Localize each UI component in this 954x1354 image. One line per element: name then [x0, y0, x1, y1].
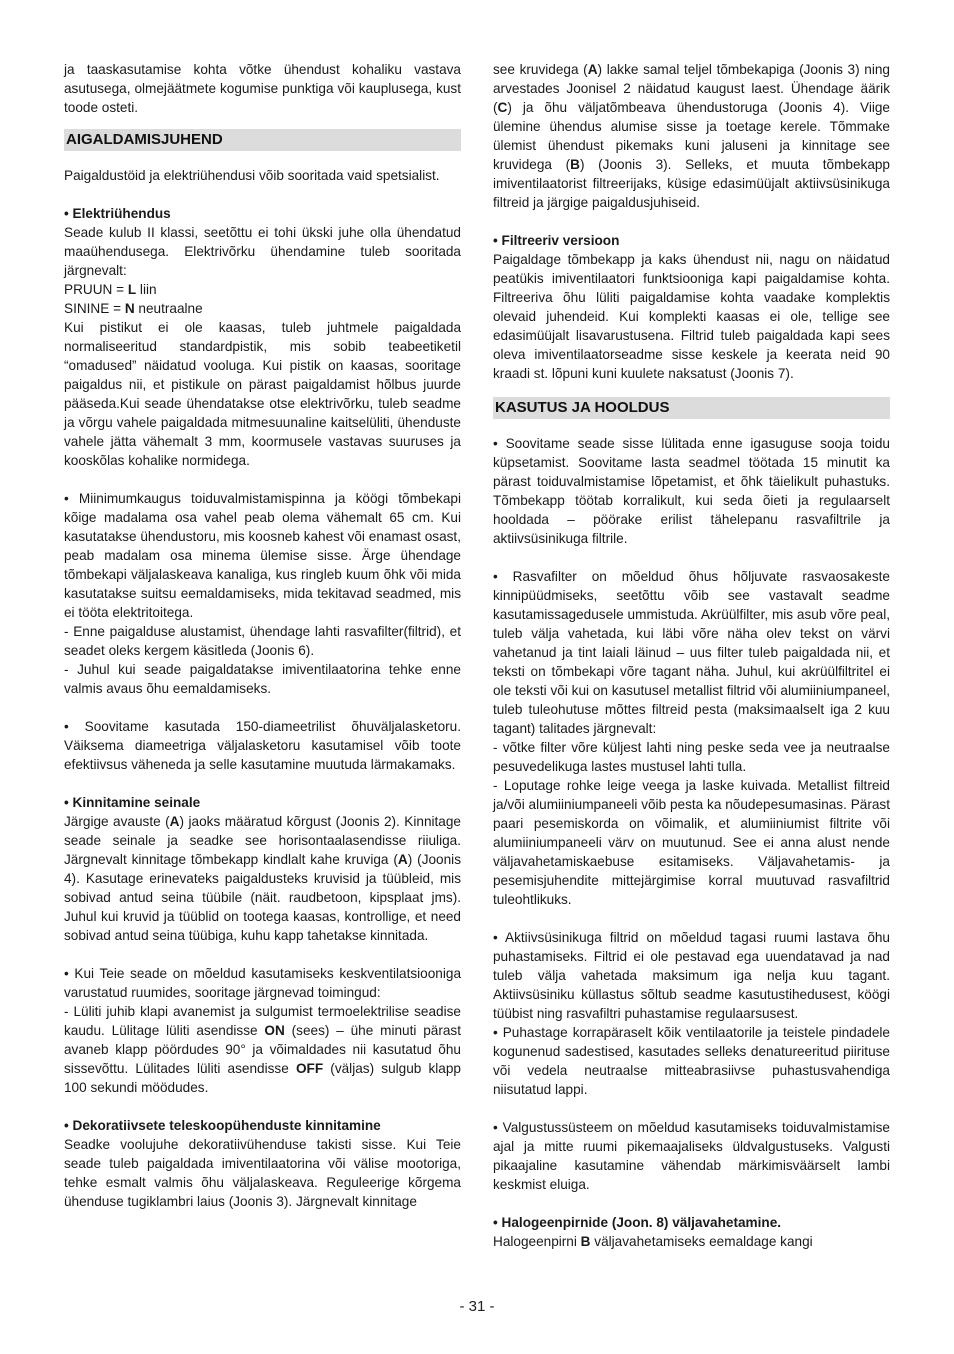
cont-text-1: see kruvidega ( — [493, 62, 588, 77]
brown-letter: L — [127, 282, 137, 297]
central-ventilation-paragraph: • Kui Teie seade on mõeldud kasutamiseks keskventilatsiooniga varustatud ruumides, sooritage järgnevad toimingud: — [64, 966, 461, 1000]
left-column — [64, 60, 461, 1211]
cont-text-3: ) ja õhu väljatõmbeava ühendustoruga (Joonis 4). Viige ülemine ühendus alumise sisse ja toetage kerele. Tõmmake ülemist ühendust pikemaks kuni jaluseni ja kinnitage see kruvidega ( — [493, 100, 890, 172]
switch-text-2: (sees) – ühe minuti pärast avaneb klapp pöördudes 90° ja võimaldades nii kasutatud õhu sissevõttu. Lülitades lüliti asendisse — [64, 1023, 462, 1076]
external-vent-paragraph: - Juhul kui seade paigaldatakse imiventilaatorina tehke enne valmis avaus õhu eemaldamiseks. — [64, 662, 461, 696]
cont-text-2: ) lakke samal teljel tõmbekapiga (Joonis 3) ning arvestades Joonisel 2 näidatud kaugust laest. Ühendage äärik ( — [493, 62, 890, 115]
grease-filter-step-1: - võtke filter võre küljest lahti ning peske seda vee ja neutraalse pesuvedelikuga lastes mustusel lahti tulla. — [493, 740, 890, 774]
filter-version-text: Paigaldage tõmbekapp ja kaks ühendust nii, nagu on näidatud peatükis imiventilaatori funktsiooniga kapi paigaldamise kohta. Filtreeriva õhu lüliti paigaldamise kohta vaadake komplektis olevaid juhendeid. Kui komplekti kaasas ei ole, tellige see edasimüüjalt lisavarustusena. Filtrid tuleb paigaldada kapi sees oleva imiventilaatorseadme sisse keskele ja keerata neid 90 kraadi st. lõpuni kuni kuulete naksatust (Joonis 7). — [493, 252, 890, 381]
halogen-letter-b: B — [580, 1234, 591, 1249]
halogen-text-2: väljavahetamiseks eemaldage kangi — [590, 1234, 813, 1249]
diameter-paragraph: • Soovitame kasutada 150-diameetrilist õhuväljalasketoru. Väiksema diameetriga väljalasketoru kasutamisel võib toote efektiivsus väheneda ja selle kasutamine muutuda lärmakamaks. — [64, 719, 461, 772]
switch-text-3: (väljas) sulgub klapp 100 sekundi möödudes. — [64, 1061, 461, 1095]
blue-letter: N — [124, 301, 135, 316]
brown-wire-line — [64, 280, 461, 299]
right-column — [493, 60, 890, 1251]
carbon-filter-paragraph: • Aktiivsüsinikuga filtrid on mõeldud tagasi ruumi lastava õhu puhastamiseks. Filtrid ei ole pestavad ega uuendatavad ja nad tuleb välja vahetada maksimum iga nelja kuu tagant. Aktiivsüsiniku küllastus sõltub seadme kasutustihedusest, köögi tüübist ning rasvafiltri puhastamise regulaarsusest. — [493, 930, 890, 1021]
blue-wire-line — [64, 299, 461, 318]
use-paragraph: • Soovitame seade sisse lülitada enne igasuguse sooja toidu küpsetamist. Soovitame lasta seadmel töötada 15 minutit ka pärast toiduvalmistamise lõpetamist, et õhk täielikult puhastuks. Tõmbekapp töötab korralikult, kui seda õieti ja regulaarselt hooldada – pöörake erilist tähelepanu rasvafiltrile ja aktiivsüsinikuga filtrile. — [493, 436, 890, 546]
decorative-telescope-text: Seadke voolujuhe dekoratiivühenduse takisti sisse. Kui Teie seade tuleb paigaldada imiventilaatorina või välise mootoriga, tehke esmalt valmis õhu väljalaskeava. Reguleerige kõrgema ühenduse tugiklambri laius (Joonis 3). Järgnevalt kinnitage — [64, 1137, 461, 1209]
blue-suffix: neutraalne — [134, 301, 203, 316]
electric-connection-text: Seade kulub II klassi, seetõttu ei tohi ükski juhe olla ühendatud maaühendusega. Elektrivõrku ühendamine tuleb sooritada järgnevalt: — [64, 225, 461, 278]
grease-filter-step-2: - Loputage rohke leige veega ja laske kuivada. Metallist filtreid ja/või alumiiniumpaneeli võib pesta ka nõudepesumasinas. Pärast paari pesemiskorda on võimalik, et alumiiniumist filtrite või alumiiniumpaneeli värv on muutunud. See ei anna alust nende väljavahetamiskaebuse esitamiseks. Väljavahetamis- ja pesemisjuhendite mittejärgimise korral muutuvad rasvafiltrid tuleohtlikuks. — [493, 778, 890, 907]
halogen-text-1: Halogeenpirni — [493, 1234, 581, 1249]
minimum-distance-paragraph: • Miinimumkaugus toiduvalmistamispinna ja köögi tõmbekapi kõige madalama osa vahel peab olema vähemalt 65 cm. Kui kasutatakse ühendustoru, mis koosneb kahest või enamast osast, peab madalam osa minema ülemise sisse. Ärge ühendage tõmbekapi väljalaskeava kanaliga, kus ringleb kuum õhk või mida kasutatakse suitsu eemaldamiseks, mida tekitavad seadmed, mis ei tööta elektritoitega. — [64, 491, 461, 620]
wall-text-1: Järgige avauste ( — [64, 814, 170, 829]
switch-text-1: - Lüliti juhib klapi avanemist ja sulgumist termoelektrilise seadise kaudu. Lülitage lüliti asendisse — [64, 1004, 461, 1038]
wall-mounting-text — [64, 812, 461, 945]
wall-letter-a1: A — [169, 814, 180, 829]
cont-letter-b: B — [570, 157, 580, 172]
brown-suffix: liin — [136, 282, 157, 297]
switch-on-label: ON — [264, 1023, 285, 1038]
wall-mounting-title: • Kinnitamine seinale — [64, 795, 201, 810]
installation-heading: AIGALDAMISJUHEND — [64, 129, 461, 151]
intro-paragraph: ja taaskasutamise kohta võtke ühendust kohaliku vastava asutusega, olmejäätmete kogumise punktiga või kauplusega, kust toode osteti. — [64, 62, 461, 115]
wall-text-3: ) (Joonis 4). Kasutage erinevateks paigaldusteks kruvisid ja tüübleid, mis sobivad antud seina tüübile (näit. raudbetoon, kipsplaat jms). Juhul kui kruvid ja tüüblid on tootega kaasas, kontrollige, et need sobivad antud seina tüübiga, kuhu kapp tahetakse kinnitada. — [64, 852, 461, 943]
continuation-paragraph — [493, 60, 890, 212]
decorative-telescope-title: • Dekoratiivsete teleskoopühenduste kinnitamine — [64, 1118, 381, 1133]
wall-letter-a2: A — [397, 852, 408, 867]
electric-connection-title: • Elektriühendus — [64, 206, 171, 221]
cleaning-paragraph: • Puhastage korrapäraselt kõik ventilaatorile ja teistele pindadele kogunenud sadestised, kasutades selleks denatureeritud piirituse või vedela neutraalse mitteabrasiivse puhastusvahendiga niisutatud lappi. — [493, 1025, 890, 1097]
brown-label: PRUUN = — [64, 282, 128, 297]
halogen-text — [493, 1232, 890, 1251]
blue-label: SININE = — [64, 301, 125, 316]
use-maintenance-heading: KASUTUS JA HOOLDUS — [493, 397, 890, 419]
switch-paragraph — [64, 1002, 461, 1097]
lighting-paragraph: • Valgustussüsteem on mõeldud kasutamiseks toiduvalmistamise ajal ja mitte ruumi pikemaajaliseks üldvalgustuseks. Valgusti pikaajaline kasutamine vähendab märkimisväärselt lambi keskmist eluiga. — [493, 1120, 890, 1192]
filter-version-title: • Filtreeriv versioon — [493, 233, 620, 248]
cont-letter-a: A — [587, 62, 598, 77]
cont-letter-c: C — [497, 100, 508, 115]
page-number: - 31 - — [459, 1298, 495, 1315]
electric-connection-text-2: Kui pistikut ei ole kaasas, tuleb juhtmele paigaldada normaliseeritud standardpistik, mis sobib teabeetiketil “omadused” näidatud vooluga. Kui pistik on kaasas, sooritage paigaldus nii, et pistikule on pärast paigaldamist hõlbus juurde pääseda.Kui seade ühendatakse otse elektrivõrku, tuleb seadme ja võrgu vahele paigaldada mitmesuunaline kaitselüliti, ühenduste vahele jätta vähemalt 3 mm, koormusele vastavas suuruses ja kooskõlas kohalike normidega. — [64, 320, 461, 468]
switch-off-label: OFF — [295, 1061, 324, 1076]
wall-text-2: ) jaoks määratud kõrgust (Joonis 2). Kinnitage seade seinale ja seadke see horisontaalasendisse riiuliga. Järgnevalt kinnitage tõmbekapp kindlalt kahe kruviga ( — [64, 814, 461, 867]
before-install-paragraph: - Enne paigalduse alustamist, ühendage lahti rasvafilter(filtrid), et seadet oleks kergem käsitleda (Joonis 6). — [64, 624, 461, 658]
installation-intro: Paigaldustöid ja elektriühendusi võib sooritada vaid spetsialist. — [64, 168, 440, 183]
cont-text-4: ) (Joonis 3). Selleks, et muuta tõmbekapp imiventilaatorist filtreerijaks, küsige edasimüüjalt aktiivsüsinikuga filtreid ja järgige paigaldusjuhiseid. — [493, 157, 890, 210]
halogen-title: • Halogeenpirnide (Joon. 8) väljavahetamine. — [493, 1215, 782, 1230]
grease-filter-paragraph: • Rasvafilter on mõeldud õhus hõljuvate rasvaosakeste kinnipüüdmiseks, seetõttu võib see vastavalt seadme kasutamissagedusele ummistuda. Akrüülfilter, mis asub võre peal, tuleb välja vahetada, kui läbi võre näha olev tekst on värvi vahetanud ja tint laiali läinud – uus filter tuleb paigaldada nii, et teksti on tõmbekapi võre tagant näha. Juhul, kui akrüülfiltritel ei ole teksti või kui on kasutusel metallist filtrid või alumiiniumpaneel, tuleb tuleohutuse mõttes filtreid pesta (maksimaalselt iga 2 kuu tagant) talitades järgnevalt: — [493, 569, 890, 736]
